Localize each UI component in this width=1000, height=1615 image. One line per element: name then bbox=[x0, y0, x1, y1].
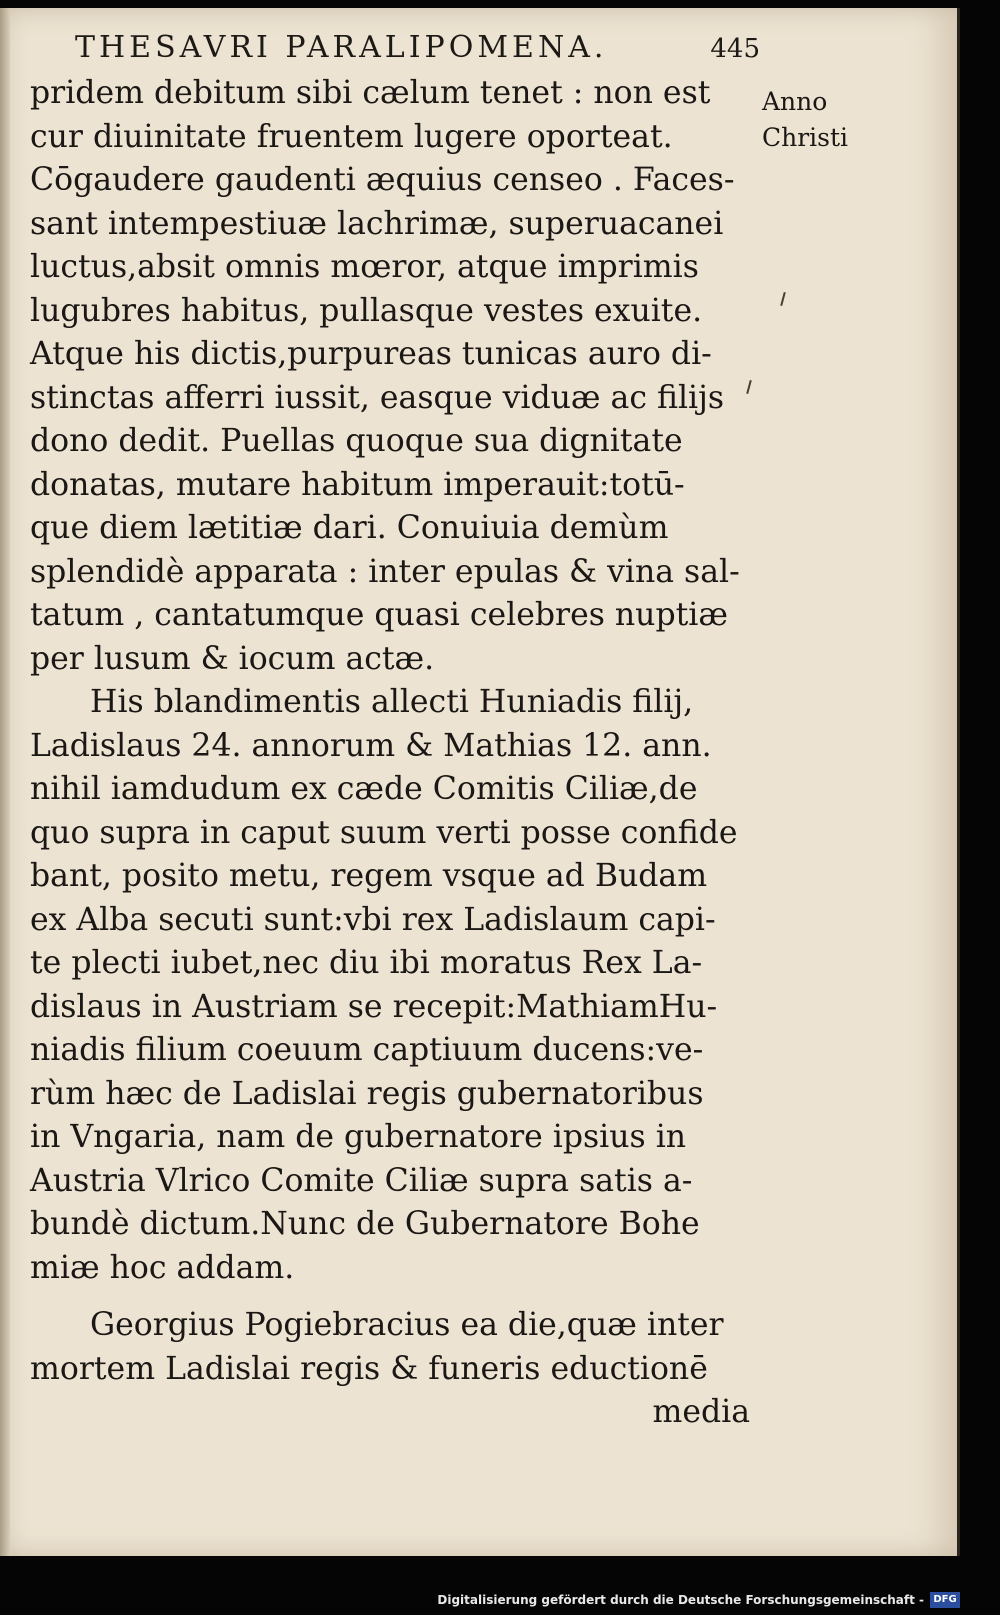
text-line: in Vngaria, nam de gubernatore ipsius in bbox=[30, 1119, 687, 1155]
text-line: donatas, mutare habitum imperauit:totū- bbox=[30, 466, 685, 503]
ink-mark bbox=[780, 292, 786, 306]
text-line: dislaus in Austriam se recepit:MathiamHu- bbox=[30, 988, 718, 1025]
page-gutter bbox=[0, 8, 10, 1556]
text-line: bundè dictum.Nunc de Gubernatore Bohe bbox=[30, 1206, 700, 1242]
text-line: nihil iamdudum ex cæde Comitis Ciliæ,de bbox=[30, 771, 698, 807]
text-line: Ladislaus 24. annorum & Mathias 12. ann. bbox=[30, 727, 712, 764]
catchword: media bbox=[652, 1394, 750, 1430]
marginal-note-line: Anno bbox=[762, 87, 828, 116]
text-line: que diem lætitiæ dari. Conuiuia demùm bbox=[30, 510, 669, 546]
body-text bbox=[30, 72, 750, 1435]
text-line: bant, posito metu, regem vsque ad Budam bbox=[30, 858, 708, 894]
running-head bbox=[60, 28, 760, 68]
text-line: Austria Vlrico Comite Ciliæ supra satis a- bbox=[30, 1162, 693, 1199]
text-line: Cōgaudere gaudenti æquius censeo . Faces- bbox=[30, 162, 735, 198]
text-line: niadis filium coeuum captiuum ducens:ve- bbox=[30, 1032, 704, 1068]
text-line: luctus,absit omnis mœror, atque imprimis bbox=[30, 249, 699, 285]
text-line: mortem Ladislai regis & funeris eductionē bbox=[30, 1350, 708, 1387]
digitization-credit bbox=[437, 1589, 960, 1611]
text-line: miæ hoc addam. bbox=[30, 1249, 295, 1286]
running-title: THESAVRI PARALIPOMENA. bbox=[75, 30, 608, 65]
text-line: pridem debitum sibi cælum tenet : non est bbox=[30, 75, 711, 111]
text-line: sant intempestiuæ lachrimæ, superuacanei bbox=[30, 205, 724, 242]
text-line: Atque his dictis,purpureas tunicas auro di- bbox=[30, 336, 712, 372]
text-line: cur diuinitate fruentem lugere oporteat. bbox=[30, 118, 673, 155]
text-line: quo supra in caput suum verti posse confide bbox=[30, 814, 738, 851]
text-line: rùm hæc de Ladislai regis gubernatoribus bbox=[30, 1075, 704, 1112]
paragraph-start-line: Georgius Pogiebracius ea die,quæ inter bbox=[90, 1307, 724, 1343]
text-line: lugubres habitus, pullasque vestes exuite. bbox=[30, 292, 703, 329]
dfg-logo-icon: DFG bbox=[930, 1592, 960, 1608]
page-number: 445 bbox=[710, 34, 760, 64]
text-line: tatum , cantatumque quasi celebres nuptiæ bbox=[30, 597, 728, 633]
text-line: stinctas afferri iussit, easque viduæ ac filijs bbox=[30, 379, 725, 416]
paragraph-start-line: His blandimentis allecti Huniadis filij, bbox=[90, 684, 694, 720]
text-line: te plecti iubet,nec diu ibi moratus Rex La- bbox=[30, 945, 703, 981]
book-page bbox=[0, 8, 960, 1556]
marginal-note-line: Christi bbox=[762, 123, 849, 152]
text-line: ex Alba secuti sunt:vbi rex Ladislaum capi- bbox=[30, 901, 716, 938]
text-line: splendidè apparata : inter epulas & vina sal- bbox=[30, 553, 740, 590]
credit-text: Digitalisierung gefördert durch die Deutsche Forschungsgemeinschaft - bbox=[437, 1593, 924, 1607]
text-line: dono dedit. Puellas quoque sua dignitate bbox=[30, 423, 683, 459]
marginal-note bbox=[762, 84, 852, 156]
text-line: per lusum & iocum actæ. bbox=[30, 640, 435, 677]
